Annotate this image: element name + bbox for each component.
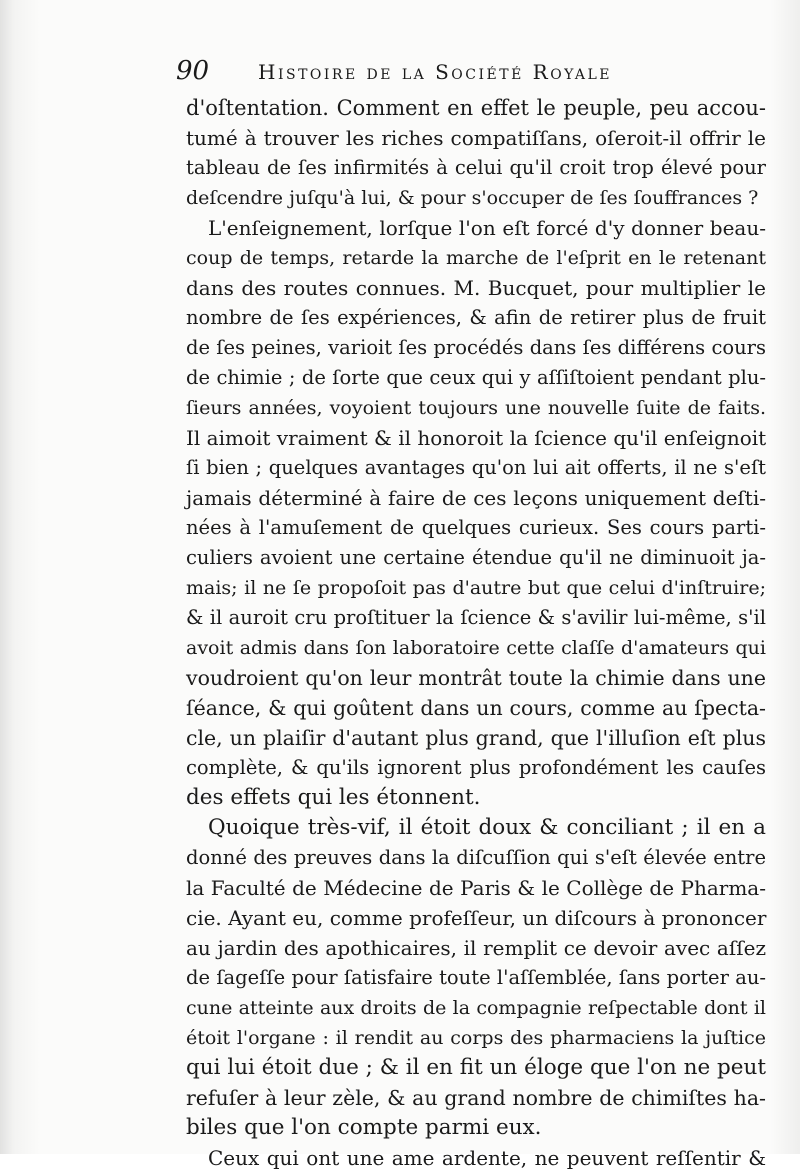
text-line: donné des preuves dans la diſcuſſion qui s'eſt élevée entre <box>186 846 766 869</box>
text-line: d'oſtentation. Comment en effet le peuple, peu accou- <box>186 96 766 120</box>
text-line: ſieurs années, voyoient toujours une nouvelle ſuite de faits. <box>186 397 766 419</box>
text-line: étoit l'organe : il rendit au corps des pharmaciens la juſtice <box>186 1027 766 1049</box>
text-line: cune atteinte aux droits de la compagnie reſpectable dont il <box>186 997 766 1019</box>
paragraph-start-line: Ceux qui ont une ame ardente, ne peuvent reſſentir & <box>208 1146 766 1170</box>
text-line: nombre de ſes expériences, & afin de retirer plus de fruit <box>186 306 766 329</box>
text-line: jamais déterminé à faire de ces leçons uniquement deſti- <box>186 486 766 510</box>
page-number: 90 <box>176 56 210 86</box>
text-line: mais; il ne ſe propoſoit pas d'autre but que celui d'inſtruire; <box>186 577 766 599</box>
text-line: deſcendre juſqu'à lui, & pour s'occuper de ſes ſouffrances ? <box>186 187 759 209</box>
text-line: culiers avoient une certaine étendue qu'il ne diminuoit ja- <box>186 546 766 569</box>
text-line: refuſer à leur zèle, & au grand nombre de chimiſtes ha- <box>186 1086 766 1110</box>
text-line: biles que l'on compte parmi eux. <box>186 1115 542 1140</box>
paragraph-start-line: Quoique très-vif, il étoit doux & conciliant ; il en a <box>208 815 766 840</box>
text-line: de chimie ; de ſorte que ceux qui y aſſiſtoient pendant plu- <box>186 366 766 389</box>
text-line: ſi bien ; quelques avantages qu'on lui ait offerts, il ne s'eſt <box>186 456 766 479</box>
text-line: dans des routes connues. M. Bucquet, pour multiplier le <box>186 276 766 300</box>
text-line: qui lui étoit due ; & il en fit un éloge que l'on ne peut <box>186 1055 766 1080</box>
text-line: tumé à trouver les riches compatiſſans, oſeroit-il offrir le <box>186 126 766 150</box>
text-line: coup de temps, retarde la marche de l'eſprit en le retenant <box>186 247 766 269</box>
text-line: tableau de ſes infirmités à celui qu'il croit trop élevé pour <box>186 156 766 179</box>
text-line: de ſageſſe pour ſatisfaire toute l'aſſemblée, ſans porter au- <box>186 966 766 989</box>
text-line: & il auroit cru proſtituer la ſcience & s'avilir lui-même, s'il <box>186 606 766 629</box>
text-line: avoit admis dans ſon laboratoire cette claſſe d'amateurs qui <box>186 637 766 659</box>
text-line: cie. Ayant eu, comme profeſſeur, un diſcours à prononcer <box>186 906 767 930</box>
text-line: des effets qui les étonnent. <box>186 785 481 810</box>
text-line: au jardin des apothicaires, il remplit ce devoir avec aſſez <box>186 936 766 960</box>
running-title: Histoire de la Société Royale <box>258 60 612 84</box>
text-line: ſéance, & qui goûtent dans un cours, comme au ſpecta- <box>186 696 766 720</box>
text-line: de ſes peines, varioit ſes procédés dans ſes différens cours <box>186 336 766 359</box>
text-line: la Faculté de Médecine de Paris & le Collège de Pharma- <box>186 876 766 900</box>
text-line: nées à l'amuſement de quelques curieux. Ses cours parti- <box>186 516 766 539</box>
text-line: cle, un plaiſir d'autant plus grand, que l'illuſion eſt plus <box>186 726 766 750</box>
page-header <box>176 56 706 90</box>
text-line: complète, & qu'ils ignorent plus profondément les cauſes <box>186 756 766 779</box>
text-line: voudroient qu'on leur montrât toute la chimie dans une <box>186 666 766 690</box>
text-line: Il aimoit vraiment & il honoroit la ſcience qu'il enſeignoit <box>186 426 767 450</box>
paragraph-start-line: L'enſeignement, lorſque l'on eſt forcé d'y donner beau- <box>208 216 766 240</box>
